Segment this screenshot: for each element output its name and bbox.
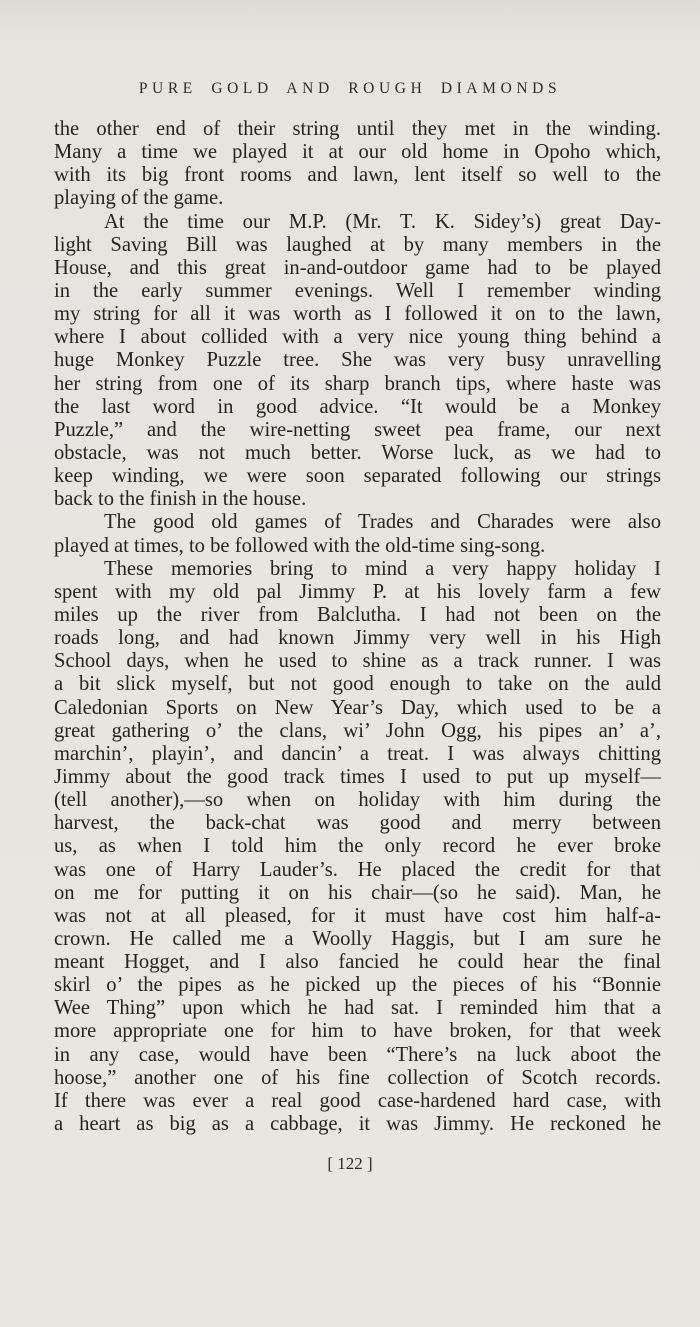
text-line: a heart as big as a cabbage, it was Jimmy. He reckoned he (54, 1113, 661, 1136)
text-line: miles up the river from Balclutha. I had not been on the (54, 603, 661, 626)
page-number: [ 122 ] (327, 1154, 373, 1173)
running-head: PURE GOLD AND ROUGH DIAMONDS (138, 80, 562, 97)
text-line: was not at all pleased, for it must have cost him half-a- (54, 904, 661, 927)
text-line: light Saving Bill was laughed at by many members in the (54, 233, 661, 256)
text-line: Jimmy about the good track times I used to put up myself— (54, 765, 661, 788)
text-line: more appropriate one for him to have broken, for that week (54, 1020, 661, 1043)
text-line: meant Hogget, and I also fancied he could hear the final (54, 951, 661, 974)
text-line: School days, when he used to shine as a track runner. I was (54, 650, 661, 673)
text-line: on me for putting it on his chair—(so he said). Man, he (54, 881, 661, 904)
text-line: These memories bring to mind a very happy holiday I (104, 557, 661, 580)
text-line: harvest, the back-chat was good and merry between (54, 812, 661, 835)
text-line: The good old games of Trades and Charades were also (104, 511, 661, 534)
text-line: hoose,” another one of his fine collection of Scotch records. (54, 1066, 661, 1089)
text-line: skirl o’ the pipes as he picked up the pieces of his “Bonnie (54, 974, 661, 997)
text-line: keep winding, we were soon separated following our strings (54, 465, 661, 488)
text-line: her string from one of its sharp branch tips, where haste was (54, 372, 661, 395)
text-line: At the time our M.P. (Mr. T. K. Sidey’s) great Day- (104, 210, 661, 233)
text-line: Caledonian Sports on New Year’s Day, which used to be a (54, 696, 661, 719)
text-line: great gathering o’ the clans, wi’ John Ogg, his pipes an’ a’, (54, 719, 661, 742)
text-line: roads long, and had known Jimmy very well in his High (54, 627, 661, 650)
text-line: Puzzle,” and the wire-netting sweet pea frame, our next (54, 418, 661, 441)
text-line: a bit slick myself, but not good enough to take on the auld (54, 673, 661, 696)
text-line: in the early summer evenings. Well I remember winding (54, 279, 661, 302)
text-line: the last word in good advice. “It would be a Monkey (54, 395, 661, 418)
text-line: Many a time we played it at our old home in Opoho which, (54, 141, 661, 164)
text-line: obstacle, was not much better. Worse luck, as we had to (54, 441, 661, 464)
text-line: If there was ever a real good case-hardened hard case, with (54, 1089, 661, 1112)
text-line: in any case, would have been “There’s na luck aboot the (54, 1043, 661, 1066)
text-line: (tell another),—so when on holiday with him during the (54, 789, 661, 812)
text-line: back to the finish in the house. (54, 488, 307, 511)
text-line: marchin’, playin’, and dancin’ a treat. I was always chitting (54, 742, 661, 765)
text-line: was one of Harry Lauder’s. He placed the credit for that (54, 858, 661, 881)
text-line: spent with my old pal Jimmy P. at his lovely farm a few (54, 580, 661, 603)
body-text (54, 118, 661, 1136)
text-line: played at times, to be followed with the old-time sing-song. (54, 534, 546, 557)
text-line: us, as when I told him the only record he ever broke (54, 835, 661, 858)
text-line: House, and this great in-and-outdoor game had to be played (54, 256, 661, 279)
text-line: Wee Thing” upon which he had sat. I reminded him that a (54, 997, 661, 1020)
text-line: the other end of their string until they met in the winding. (54, 118, 661, 140)
text-line: my string for all it was worth as I followed it on to the lawn, (54, 303, 661, 326)
text-line: with its big front rooms and lawn, lent itself so well to the (54, 164, 661, 187)
text-line: playing of the game. (54, 187, 224, 210)
text-line: where I about collided with a very nice young thing behind a (54, 326, 661, 349)
text-line: huge Monkey Puzzle tree. She was very busy unravelling (54, 349, 661, 372)
text-line: crown. He called me a Woolly Haggis, but I am sure he (54, 927, 661, 950)
